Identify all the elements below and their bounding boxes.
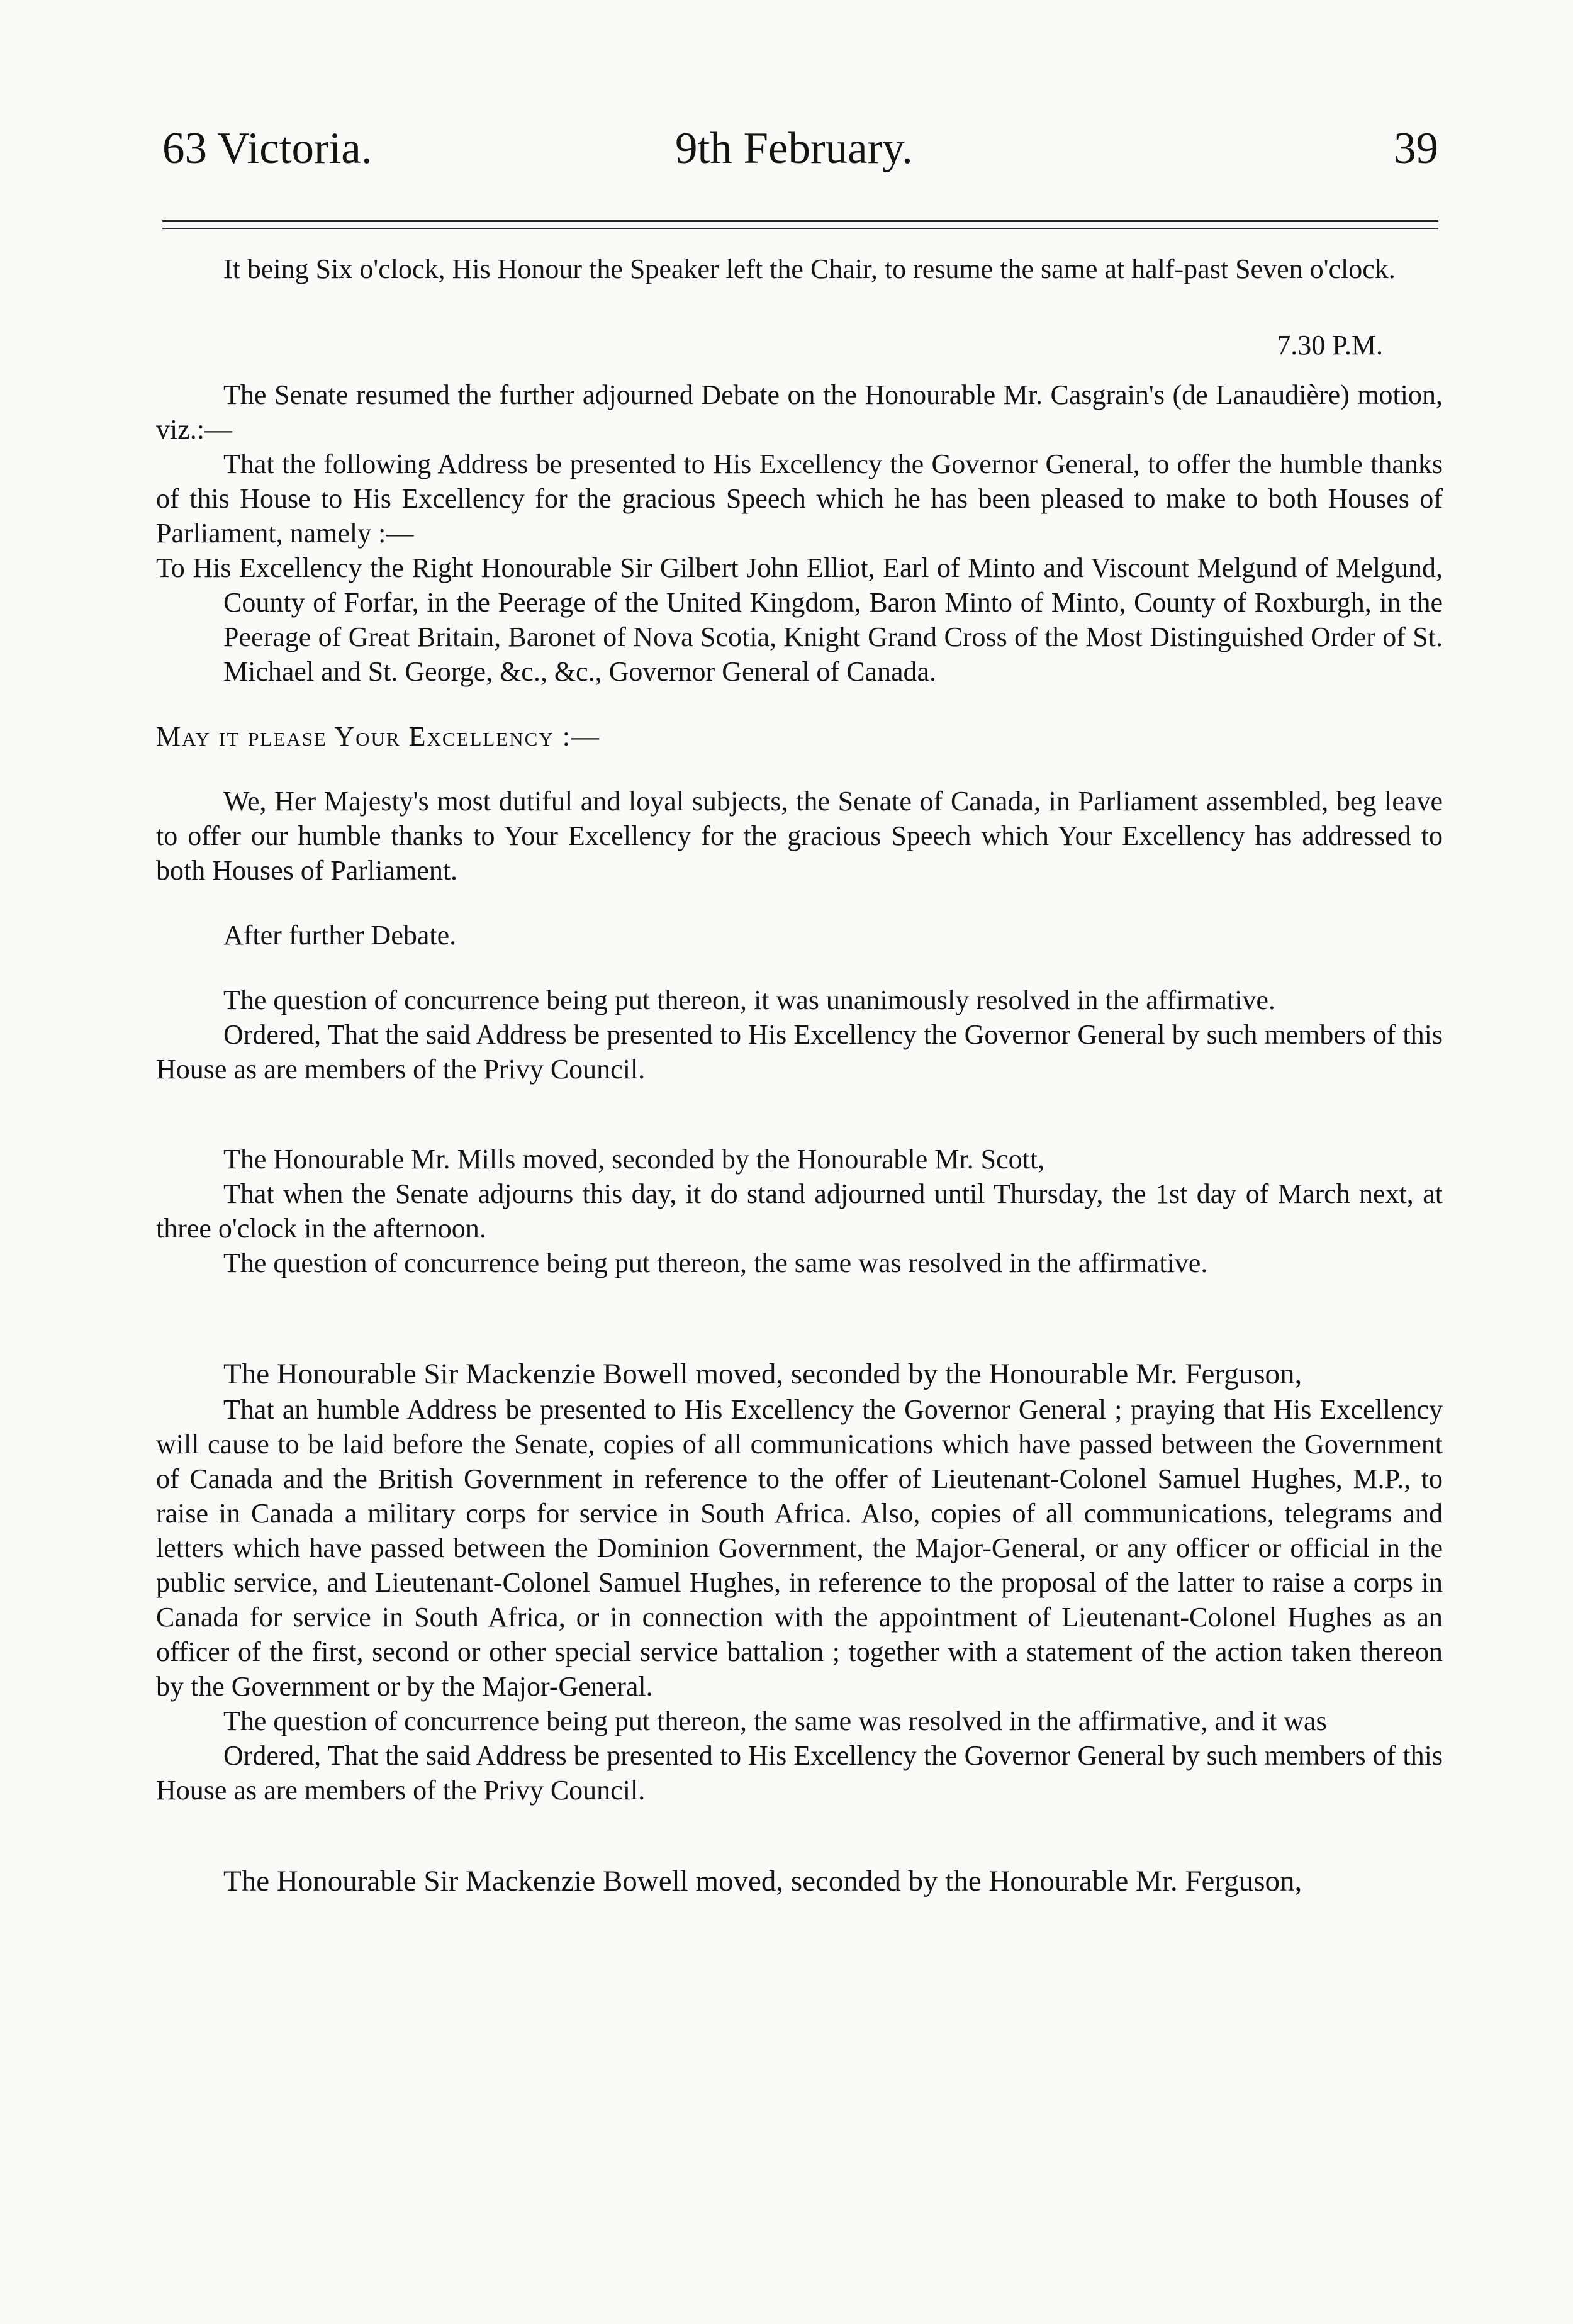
paragraph-bowell-motion: The Honourable Sir Mackenzie Bowell moved, seconded by the Honourable Mr. Ferguson, [223, 1358, 1302, 1390]
paragraph-address-text: We, Her Majesty's most dutiful and loyal subjects, the Senate of Canada, in Parliament assembled, beg leave to offer our humble thanks to Your Excellency for the gracious Speech which Your Excellency has addressed to both Houses of Parliament. [156, 786, 1443, 886]
paragraph-concurrence-adjournment: The question of concurrence being put thereon, the same was resolved in the affirmative. [223, 1248, 1208, 1278]
header-rule [162, 220, 1438, 222]
page-number: 39 [1394, 124, 1438, 173]
paragraph-concurrence-unanimous: The question of concurrence being put thereon, it was unanimously resolved in the affirmative. [223, 985, 1275, 1015]
salutation: May it please Your Excellency :— [156, 721, 600, 752]
paragraph-bowell-motion-second: The Honourable Sir Mackenzie Bowell moved, seconded by the Honourable Mr. Ferguson, [223, 1865, 1302, 1897]
journal-body [156, 252, 1443, 1899]
paragraph-address-heading: To His Excellency the Right Honourable Sir Gilbert John Elliot, Earl of Minto and Viscount Melgund of Melgund, County of Forfar, in the Peerage of the United Kingdom, Baron Minto of Minto, County of Roxburgh, in the Peerage of Great Britain, Baronet of Nova Scotia, Knight Grand Cross of the Most Distinguished Order of St. Michael and St. George, &c., &c., Governor General of Canada. [156, 552, 1443, 687]
paragraph-concurrence-hughes: The question of concurrence being put thereon, the same was resolved in the affirmative, and it was [223, 1706, 1327, 1736]
paragraph-address-motion: That the following Address be presented to His Excellency the Governor General, to offer the humble thanks of this House to His Excellency for the gracious Speech which he has been pleased to make to both Houses of Parliament, namely :— [156, 449, 1443, 549]
paragraph-ordered-hughes-address: Ordered, That the said Address be presented to His Excellency the Governor General by such members of this House as are members of the Privy Council. [156, 1740, 1443, 1806]
header-rule-second [162, 228, 1438, 229]
paragraph-adjournment: That when the Senate adjourns this day, it do stand adjourned until Thursday, the 1st day of March next, at three o'clock in the afternoon. [156, 1178, 1443, 1244]
time-stamp: 7.30 P.M. [1277, 330, 1383, 360]
running-header [162, 123, 1438, 193]
date-label: 9th February. [675, 124, 913, 173]
paragraph-mills-motion: The Honourable Mr. Mills moved, seconded by the Honourable Mr. Scott, [223, 1144, 1045, 1175]
paragraph-further-debate: After further Debate. [223, 920, 457, 951]
paragraph-hughes-address: That an humble Address be presented to His Excellency the Governor General ; praying that His Excellency will cause to be laid before the Senate, copies of all communications which have passed between the Government of Canada and the British Government in reference to the offer of Lieutenant-Colonel Samuel Hughes, M.P., to raise in Canada a military corps for service in South Africa. Also, copies of all communications, telegrams and letters which have passed between the Dominion Government, the Major-General, or any officer or official in the public service, and Lieutenant-Colonel Samuel Hughes, in reference to the proposal of the latter to raise a corps in Canada for service in South Africa, or in connection with the appointment of Lieutenant-Colonel Hughes as an officer of the first, second or other special service battalion ; together with a statement of the action taken thereon by the Government or by the Major-General. [156, 1394, 1443, 1702]
session-label: 63 Victoria. [162, 124, 372, 173]
paragraph-speaker-left-chair: It being Six o'clock, His Honour the Speaker left the Chair, to resume the same at half-past Seven o'clock. [223, 254, 1396, 284]
paragraph-debate-resumed: The Senate resumed the further adjourned Debate on the Honourable Mr. Casgrain's (de Lanaudière) motion, viz.:— [156, 379, 1443, 445]
paragraph-ordered-address: Ordered, That the said Address be presented to His Excellency the Governor General by such members of this House as are members of the Privy Council. [156, 1019, 1443, 1085]
